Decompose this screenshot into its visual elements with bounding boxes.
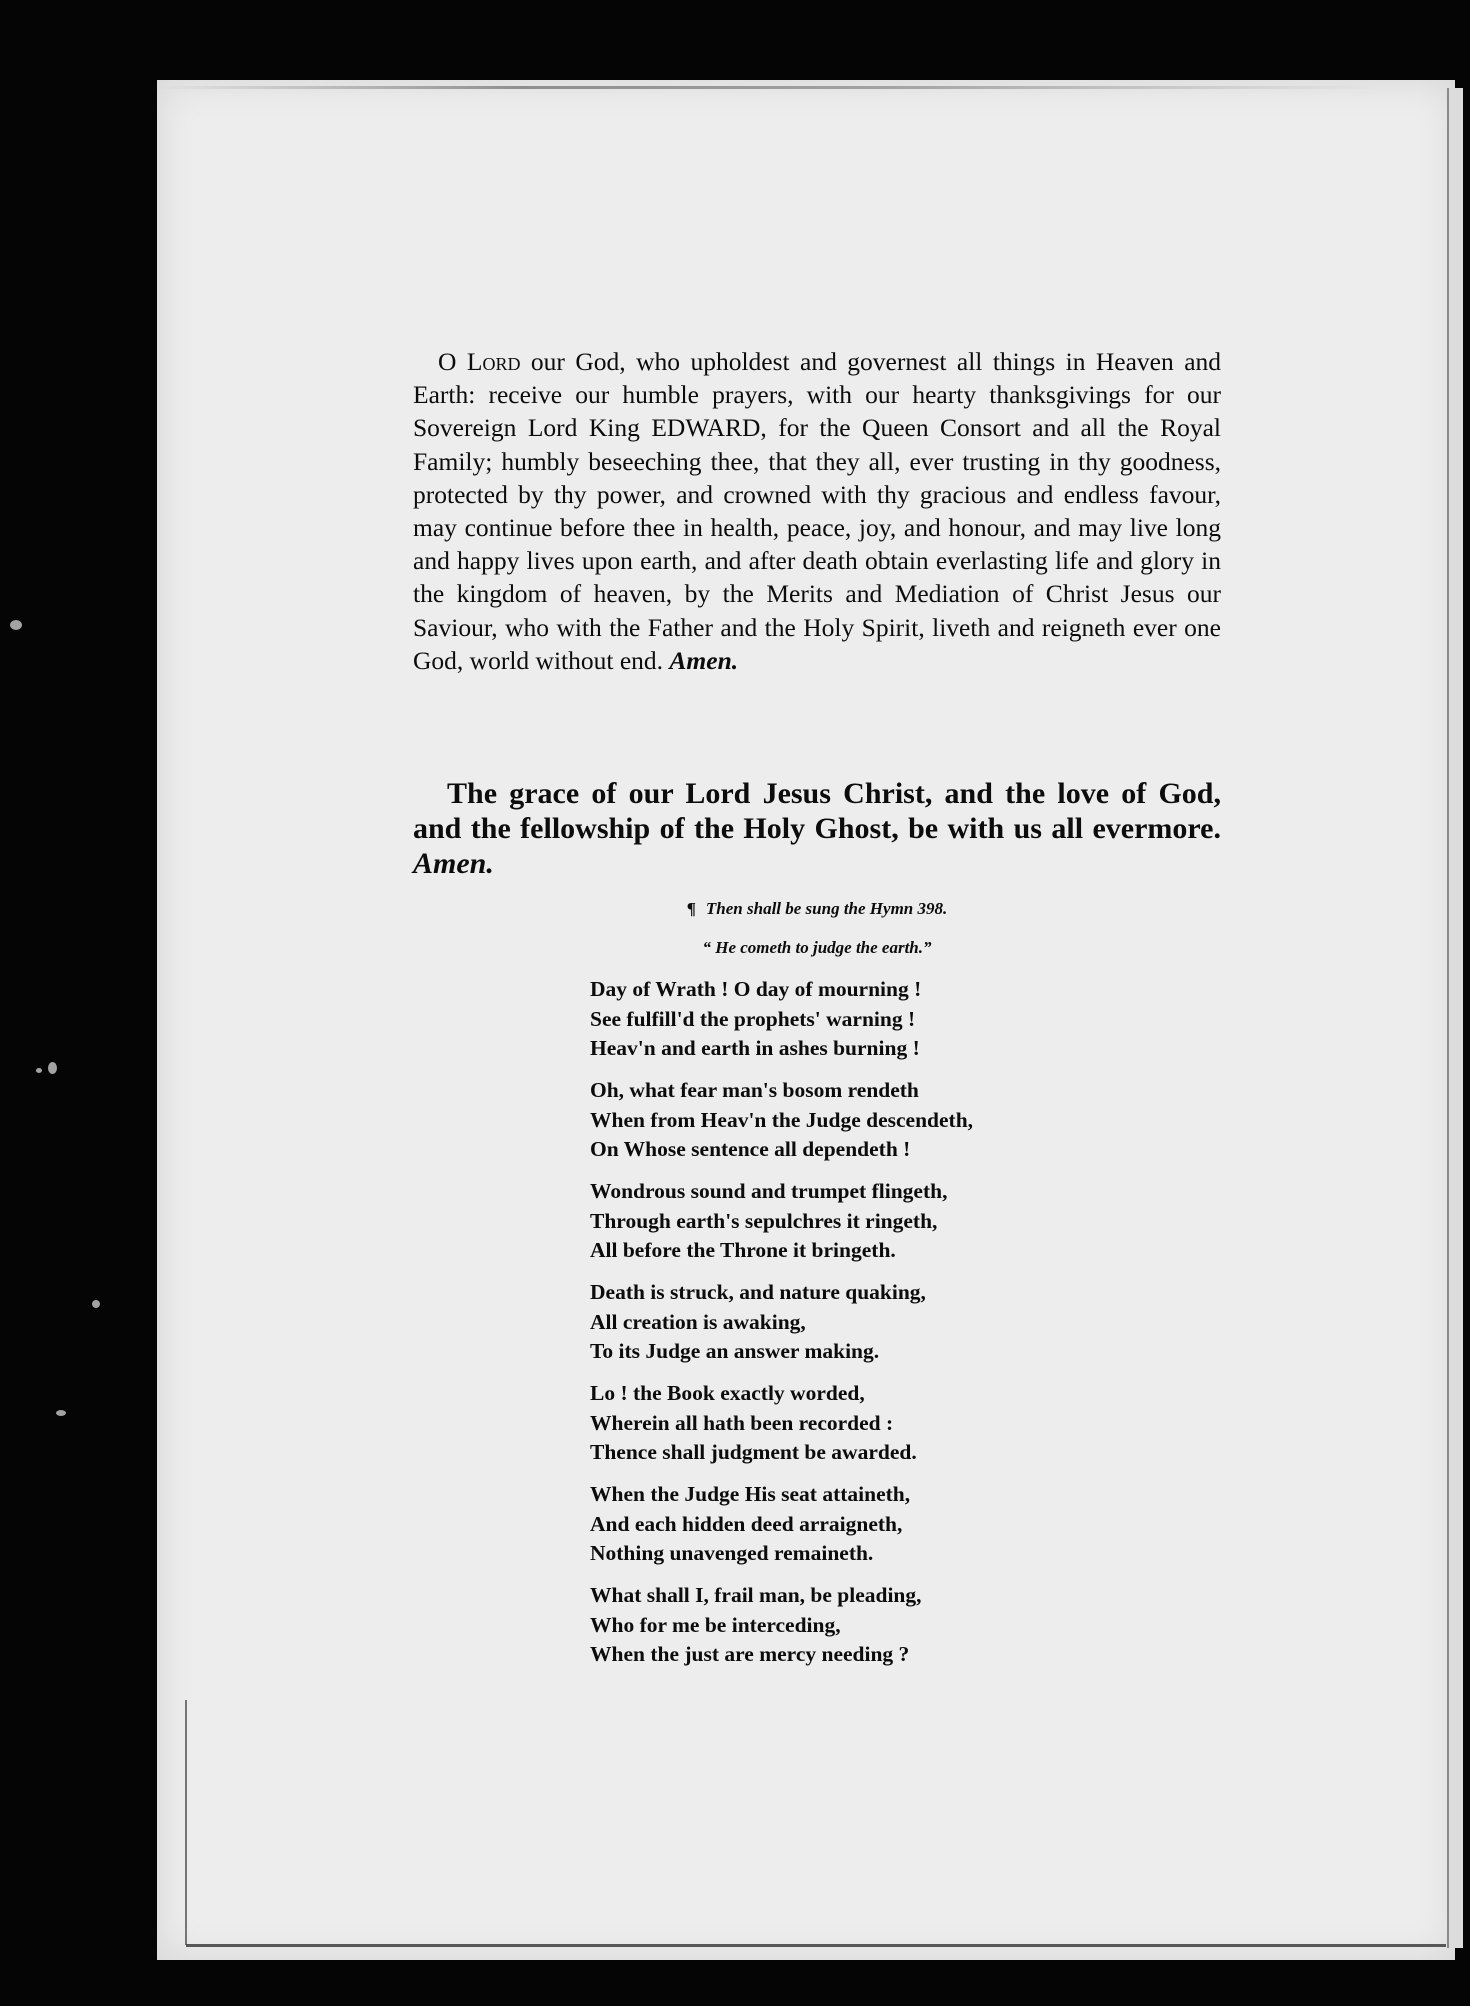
- page-edge-right: [1447, 88, 1463, 1948]
- hymn-stanza: [590, 1076, 1150, 1165]
- scan-speck: [36, 1068, 42, 1073]
- hymn-line: All before the Throne it bringeth.: [590, 1238, 896, 1262]
- grace-text: The grace of our Lord Jesus Christ, and the love of God, and the fellowship of the Holy Ghost, be with us all evermore.: [413, 777, 1221, 845]
- hymn-line: When the Judge His seat attaineth,: [590, 1482, 911, 1506]
- hymn-line: Heav'n and earth in ashes burning !: [590, 1036, 920, 1060]
- hymn-stanza: [590, 975, 1150, 1064]
- page-edge-top: [157, 86, 1377, 89]
- hymn-line: When the just are mercy needing ?: [590, 1642, 910, 1666]
- hymn-line: Who for me be interceding,: [590, 1612, 841, 1637]
- hymn-stanza: [590, 1480, 1150, 1569]
- hymn-line: Day of Wrath ! O day of mourning !: [590, 977, 922, 1001]
- hymn-line: On Whose sentence all dependeth !: [590, 1137, 911, 1161]
- hymn-line: All creation is awaking,: [590, 1309, 806, 1334]
- prayer-text: our God, who upholdest and governest all things in Heaven and Earth: receive our humble prayers, with our hearty thanksgivings for our Sovereign Lord King EDWARD, for the Queen Consort and all the Royal Family; humbly beseeching thee, that they all, ever trusting in thy goodness, protected by thy power, and crowned with thy gracious and endless favour, may continue before thee in health, peace, joy, and honour, and may live long and happy lives upon earth, and after death obtain everlasting life and glory in the kingdom of heaven, by the Merits and Mediation of Christ Jesus our Saviour, who with the Father and the Holy Spirit, liveth and reigneth ever one God, world without end.: [413, 347, 1222, 675]
- hymn-line: See fulfill'd the prophets' warning !: [590, 1006, 916, 1031]
- hymn-line: To its Judge an answer making.: [590, 1339, 880, 1363]
- rubric-hymn-instruction: [413, 898, 1221, 920]
- hymn-line: Death is struck, and nature quaking,: [590, 1280, 926, 1304]
- grace-benediction: [413, 776, 1221, 881]
- scan-speck: [56, 1410, 66, 1416]
- hymn-line: Lo ! the Book exactly worded,: [590, 1381, 865, 1405]
- pilcrow-icon: ¶: [686, 899, 696, 918]
- hymn-stanza: [590, 1278, 1150, 1367]
- rubric-hymn-title: [413, 937, 1221, 959]
- hymn-stanza: [590, 1581, 1150, 1670]
- scan-speck: [48, 1062, 57, 1074]
- prayer-opening: O: [438, 347, 457, 376]
- hymn-line: Wherein all hath been recorded :: [590, 1410, 894, 1435]
- hymn-stanza: [590, 1379, 1150, 1468]
- hymn-line: Oh, what fear man's bosom rendeth: [590, 1078, 919, 1102]
- hymn-verses: [590, 975, 1150, 1682]
- hymn-line: And each hidden deed arraigneth,: [590, 1511, 903, 1536]
- rubric-line-2: “ He cometh to judge the earth.”: [702, 938, 932, 957]
- scan-speck: [92, 1300, 100, 1308]
- prayer-amen: Amen.: [669, 645, 739, 675]
- prayer-lord: Lord: [466, 347, 521, 376]
- hymn-line: What shall I, frail man, be pleading,: [590, 1583, 922, 1607]
- hymn-line: When from Heav'n the Judge descendeth,: [590, 1107, 974, 1132]
- prayer-for-royal-family: [413, 345, 1221, 677]
- scan-speck: [10, 620, 22, 630]
- hymn-line: Wondrous sound and trumpet flingeth,: [590, 1179, 948, 1203]
- hymn-line: Nothing unavenged remaineth.: [590, 1541, 874, 1565]
- page-edge-left: [185, 1700, 187, 1945]
- rubric-line-1: Then shall be sung the Hymn 398.: [705, 899, 948, 918]
- page-edge-bottom: [186, 1944, 1446, 1947]
- hymn-line: Thence shall judgment be awarded.: [590, 1440, 917, 1464]
- hymn-stanza: [590, 1177, 1150, 1266]
- grace-amen: Amen.: [413, 847, 494, 880]
- hymn-line: Through earth's sepulchres it ringeth,: [590, 1208, 938, 1233]
